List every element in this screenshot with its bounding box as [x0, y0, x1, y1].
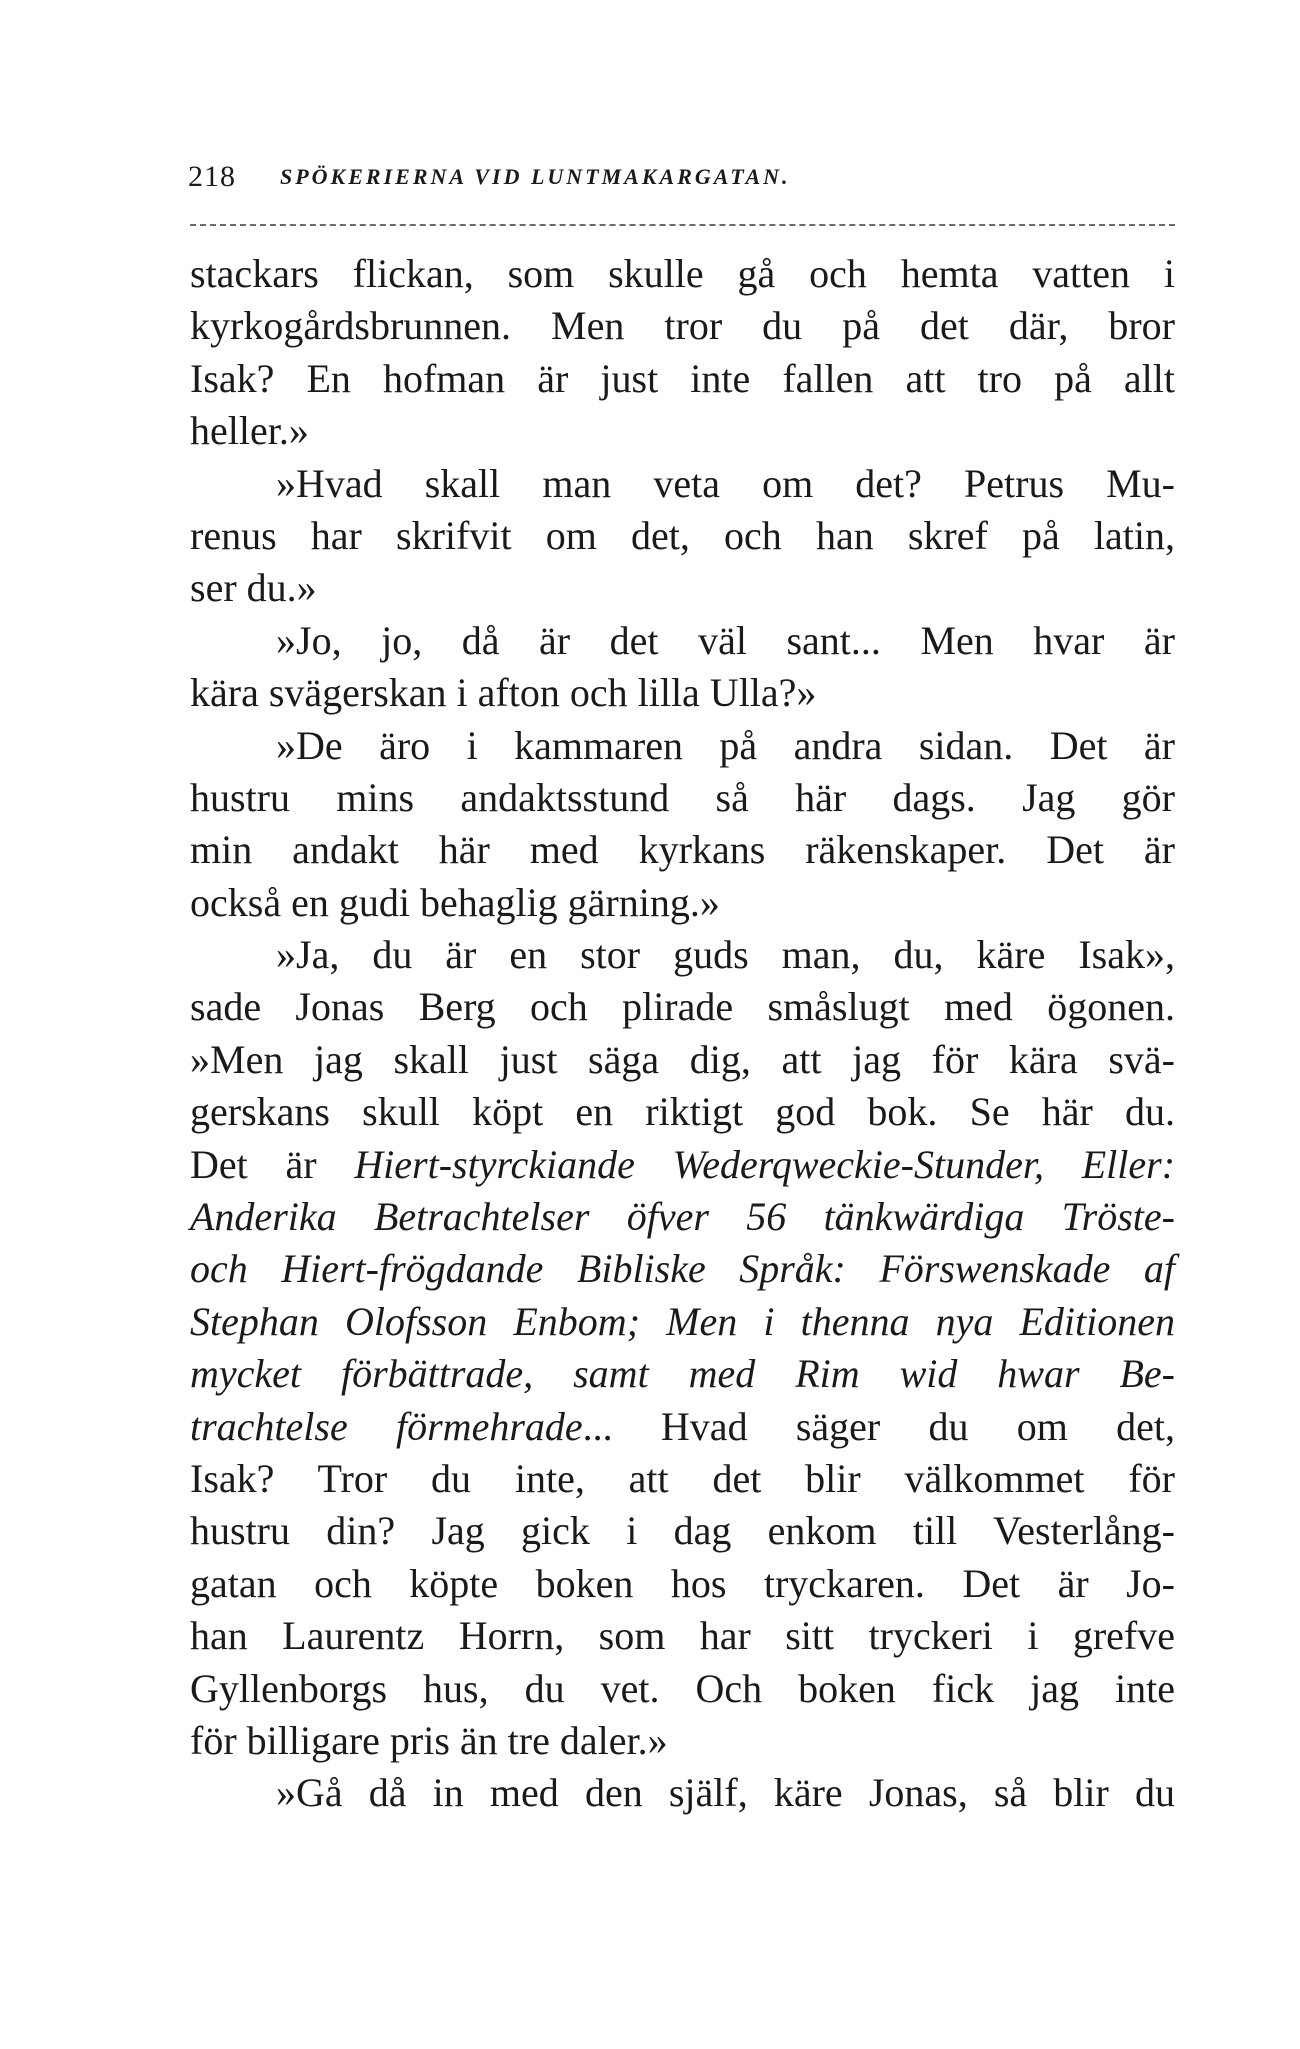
text-line: Anderika Betrachtelser öfver 56 tänkwärdiga Tröste- — [190, 1194, 1175, 1240]
header-rule — [190, 224, 1175, 226]
text-line: ser du.» — [190, 565, 317, 611]
text-line: han Laurentz Horrn, som har sitt tryckeri i grefve — [190, 1613, 1175, 1659]
text-line: hustru din? Jag gick i dag enkom till Vesterlång- — [190, 1508, 1175, 1554]
text-line: »Gå då in med den själf, käre Jonas, så blir du — [276, 1770, 1175, 1816]
text-line: »Men jag skall just säga dig, att jag för kära svä- — [190, 1036, 1175, 1082]
text-line: »Ja, du är en stor guds man, du, käre Isak», — [276, 932, 1175, 978]
body-text — [190, 248, 1175, 1820]
text-line: stackars flickan, som skulle gå och hemta vatten i — [190, 251, 1175, 296]
text-line: också en gudi behaglig gärning.» — [190, 879, 720, 925]
text-line: heller.» — [190, 408, 309, 454]
text-line: och Hiert-frögdande Bibliske Språk: Förswenskade af — [190, 1246, 1175, 1292]
text-line: Gyllenborgs hus, du vet. Och boken fick jag inte — [190, 1665, 1175, 1711]
text-line: Isak? En hofman är just inte fallen att tro på allt — [190, 355, 1175, 401]
text-line: mycket förbättrade, samt med Rim wid hwar Be- — [190, 1351, 1175, 1397]
text-line: sade Jonas Berg och plirade småslugt med ögonen. — [190, 984, 1175, 1030]
text-line: gerskans skull köpt en riktigt god bok. Se här du. — [190, 1089, 1175, 1135]
text-line: Isak? Tror du inte, att det blir välkommet för — [190, 1455, 1175, 1501]
running-head — [188, 160, 1173, 204]
text-line: kära svägerskan i afton och lilla Ulla?» — [190, 670, 817, 716]
text-line: kyrkogårdsbrunnen. Men tror du på det där, bror — [190, 303, 1175, 349]
text-line: »Jo, jo, då är det väl sant... Men hvar är — [276, 617, 1175, 663]
text-line: renus har skrifvit om det, och han skref på latin, — [190, 512, 1175, 558]
text-line: gatan och köpte boken hos tryckaren. Det är Jo- — [190, 1560, 1175, 1606]
page-number: 218 — [188, 160, 236, 193]
text-line: Det är Hiert-styrckiande Wederqweckie-Stunder, Eller: — [190, 1141, 1176, 1187]
text-line: Stephan Olofsson Enbom; Men i thenna nya Editionen — [190, 1298, 1175, 1344]
text-line: för billigare pris än tre daler.» — [190, 1717, 668, 1763]
text-line: trachtelse förmehrade... Hvad säger du om det, — [190, 1403, 1176, 1449]
text-line: min andakt här med kyrkans räkenskaper. Det är — [190, 827, 1175, 873]
text-line: »De äro i kammaren på andra sidan. Det är — [276, 722, 1175, 768]
text-line: »Hvad skall man veta om det? Petrus Mu- — [276, 460, 1175, 506]
text-line: hustru mins andaktsstund så här dags. Jag gör — [190, 774, 1175, 820]
running-title: SPÖKERIERNA VID LUNTMAKARGATAN. — [280, 164, 791, 189]
